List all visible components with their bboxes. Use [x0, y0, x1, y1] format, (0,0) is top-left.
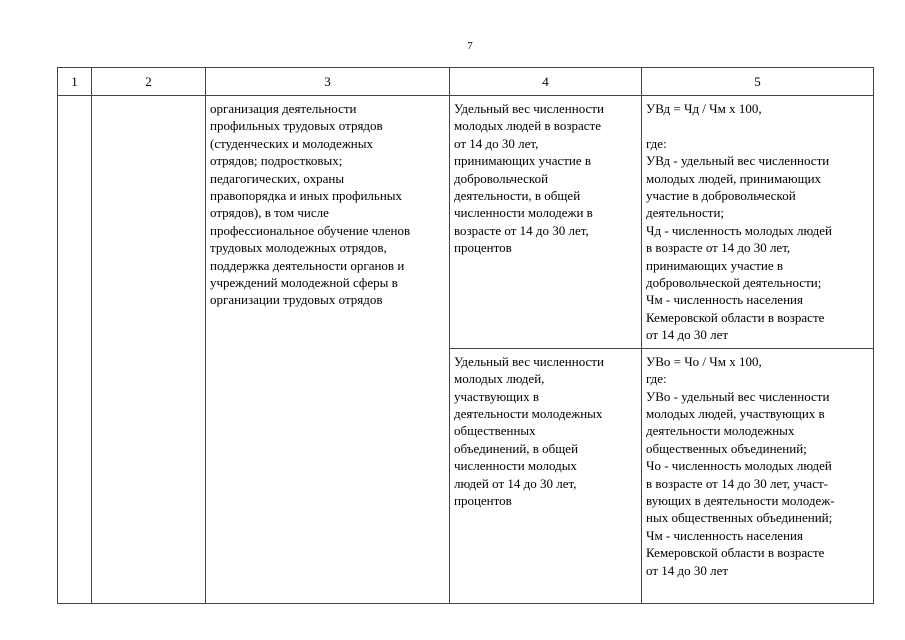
cell-activity: организация деятельности профильных трудовых отрядов (студенческих и молодежных отрядов; подростковых; педагогических, охраны правопорядка и иных профильных отрядов), в том числе профессиональное обучение членов трудовых молодежных отрядов, поддержка деятельности органов и учреждений молодежной сферы в организации трудовых отрядов: [206, 96, 450, 604]
column-header-2: 2: [92, 68, 206, 96]
column-header-3: 3: [206, 68, 450, 96]
header-row: [58, 68, 874, 96]
cell-number: [58, 96, 92, 604]
cell-task: [92, 96, 206, 604]
cell-indicator-name: Удельный вес численности молодых людей в возрасте от 14 до 30 лет, принимающих участие в добровольческой деятельности, в общей численности молодежи в возрасте от 14 до 30 лет, процентов: [450, 96, 642, 349]
column-header-1: 1: [58, 68, 92, 96]
cell-indicator-formula: УВо = Чо / Чм х 100, где: УВо - удельный вес численности молодых людей, участвующих в деятельности молодежных общественных объединений; Чо - численность молодых людей в возрасте от 14 до 30 лет, участ- вующих в деятельности молодеж- ных общественных объединений; Чм - численность населения Кемеровской области в возрасте от 14 до 30 лет: [642, 348, 874, 603]
indicator-table: [57, 67, 874, 604]
column-header-5: 5: [642, 68, 874, 96]
cell-indicator-formula: УВд = Чд / Чм х 100, где: УВд - удельный вес численности молодых людей, принимающих участие в добровольческой деятельности; Чд - численность молодых людей в возрасте от 14 до 30 лет, принимающих участие в добровольческой деятельности; Чм - численность населения Кемеровской области в возрасте от 14 до 30 лет: [642, 96, 874, 349]
page-number: 7: [467, 40, 473, 52]
column-header-4: 4: [450, 68, 642, 96]
table-row: [58, 96, 874, 349]
cell-indicator-name: Удельный вес численности молодых людей, участвующих в деятельности молодежных общественных объединений, в общей численности молодых людей от 14 до 30 лет, процентов: [450, 348, 642, 603]
